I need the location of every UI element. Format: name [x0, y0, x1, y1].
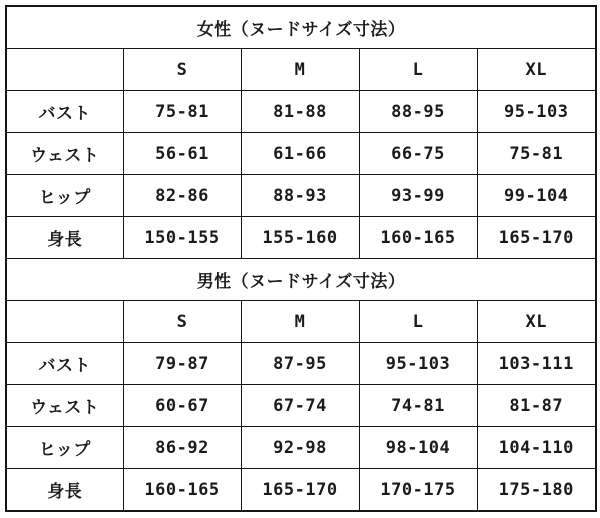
men-corner-cell — [6, 301, 123, 343]
cell-value: 98-104 — [359, 427, 477, 469]
women-section-title: 女性（ヌードサイズ寸法） — [6, 6, 596, 49]
women-size-header-s: S — [123, 49, 241, 91]
cell-value: 74-81 — [359, 385, 477, 427]
men-title-row — [6, 259, 596, 301]
size-chart-table — [5, 5, 597, 512]
cell-value: 67-74 — [241, 385, 359, 427]
women-corner-cell — [6, 49, 123, 91]
men-size-header-row — [6, 301, 596, 343]
cell-value: 170-175 — [359, 469, 477, 512]
cell-value: 60-67 — [123, 385, 241, 427]
cell-value: 87-95 — [241, 343, 359, 385]
cell-value: 150-155 — [123, 217, 241, 259]
cell-value: 165-170 — [241, 469, 359, 512]
cell-value: 79-87 — [123, 343, 241, 385]
cell-value: 95-103 — [477, 91, 596, 133]
cell-value: 175-180 — [477, 469, 596, 512]
cell-value: 61-66 — [241, 133, 359, 175]
men-size-header-s: S — [123, 301, 241, 343]
cell-value: 95-103 — [359, 343, 477, 385]
women-size-header-xl: XL — [477, 49, 596, 91]
cell-value: 75-81 — [477, 133, 596, 175]
cell-value: 75-81 — [123, 91, 241, 133]
table-row — [6, 343, 596, 385]
cell-value: 88-95 — [359, 91, 477, 133]
table-row — [6, 133, 596, 175]
cell-value: 86-92 — [123, 427, 241, 469]
women-size-header-l: L — [359, 49, 477, 91]
table-row — [6, 175, 596, 217]
cell-value: 81-87 — [477, 385, 596, 427]
cell-value: 66-75 — [359, 133, 477, 175]
cell-value: 165-170 — [477, 217, 596, 259]
men-section — [6, 259, 596, 512]
row-label-hip: ヒップ — [6, 175, 123, 217]
cell-value: 99-104 — [477, 175, 596, 217]
table-row — [6, 469, 596, 512]
cell-value: 82-86 — [123, 175, 241, 217]
cell-value: 92-98 — [241, 427, 359, 469]
women-size-header-m: M — [241, 49, 359, 91]
cell-value: 160-165 — [123, 469, 241, 512]
table-row — [6, 427, 596, 469]
cell-value: 88-93 — [241, 175, 359, 217]
women-size-header-row — [6, 49, 596, 91]
table-row — [6, 385, 596, 427]
row-label-hip: ヒップ — [6, 427, 123, 469]
women-section — [6, 6, 596, 259]
cell-value: 56-61 — [123, 133, 241, 175]
cell-value: 160-165 — [359, 217, 477, 259]
row-label-waist: ウェスト — [6, 133, 123, 175]
men-size-header-m: M — [241, 301, 359, 343]
cell-value: 81-88 — [241, 91, 359, 133]
row-label-height: 身長 — [6, 469, 123, 512]
cell-value: 155-160 — [241, 217, 359, 259]
row-label-height: 身長 — [6, 217, 123, 259]
table-row — [6, 217, 596, 259]
table-row — [6, 91, 596, 133]
men-size-header-xl: XL — [477, 301, 596, 343]
men-size-header-l: L — [359, 301, 477, 343]
row-label-bust: バスト — [6, 91, 123, 133]
women-title-row — [6, 6, 596, 49]
cell-value: 104-110 — [477, 427, 596, 469]
cell-value: 93-99 — [359, 175, 477, 217]
row-label-waist: ウェスト — [6, 385, 123, 427]
cell-value: 103-111 — [477, 343, 596, 385]
men-section-title: 男性（ヌードサイズ寸法） — [6, 259, 596, 301]
row-label-bust: バスト — [6, 343, 123, 385]
